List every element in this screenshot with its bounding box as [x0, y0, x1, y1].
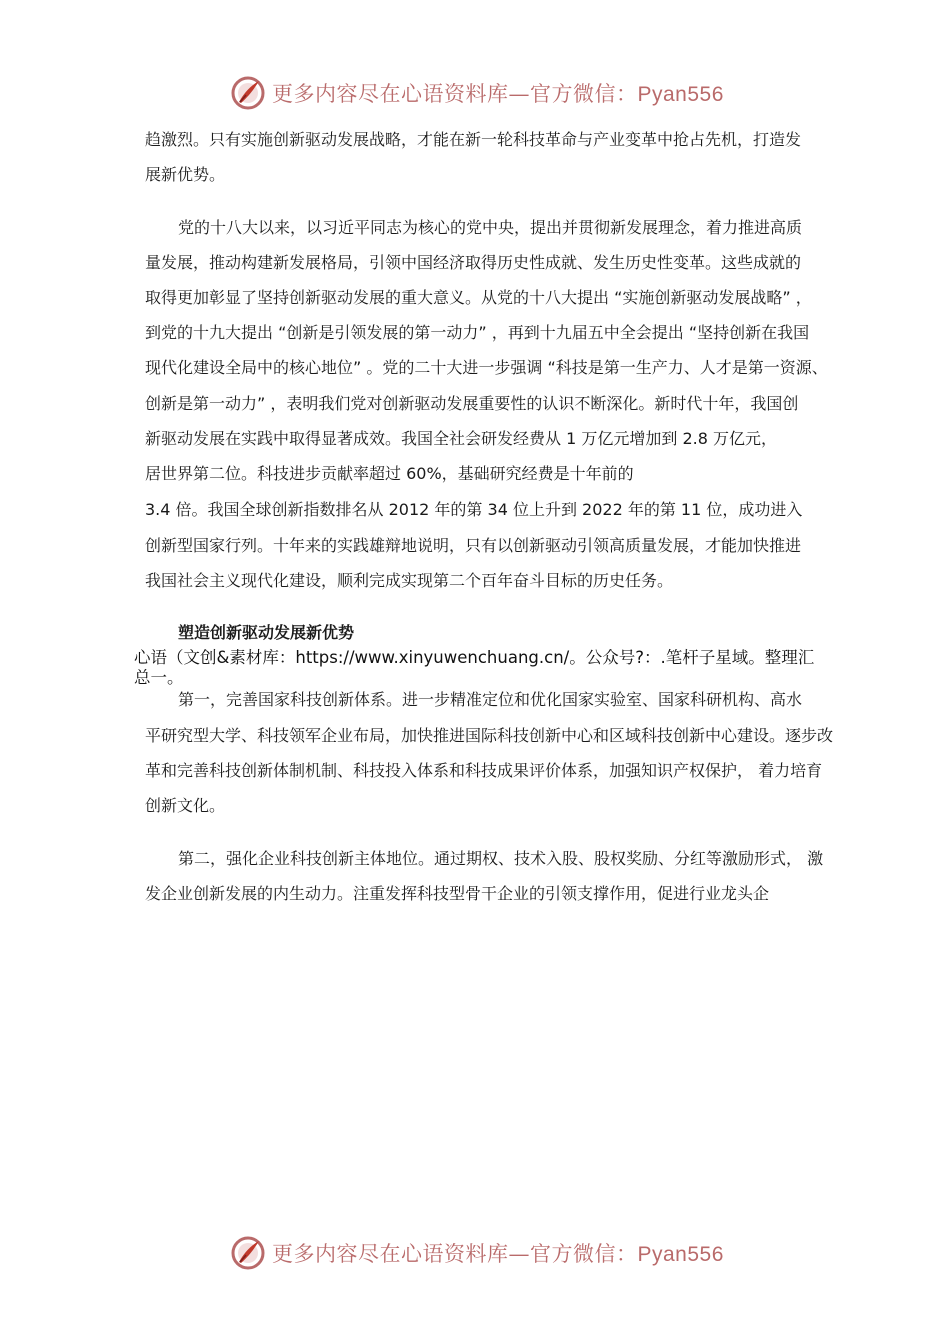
paragraph-line: 创新文化。: [145, 796, 226, 815]
banner-text: [272, 1238, 724, 1268]
paragraph-line: 第二，强化企业科技创新主体地位。通过期权、技术入股、股权奖励、分红等激励形式， 激: [178, 849, 824, 868]
paragraph-line: 我国社会主义现代化建设，顺利完成实现第二个百年奋斗目标的历史任务。: [145, 571, 674, 590]
quill-pen-logo-icon: [230, 1235, 266, 1271]
paragraph-line: 创新是第一动力” ，表明我们党对创新驱动发展重要性的认识不断深化。新时代十年，我国创: [145, 394, 799, 413]
section-heading: 塑造创新驱动发展新优势: [178, 623, 355, 642]
paragraph-line: 第一，完善国家科技创新体系。进一步精准定位和优化国家实验室、国家科研机构、高水: [178, 690, 803, 709]
paragraph-line: 发企业创新发展的内生动力。注重发挥科技型骨干企业的引领支撑作用，促进行业龙头企: [145, 884, 770, 903]
paragraph-line: 展新优势。: [145, 165, 226, 184]
paragraph-line: 量发展，推动构建新发展格局，引领中国经济取得历史性成就、发生历史性变革。这些成就的: [145, 253, 802, 272]
banner-text-cn: 更多内容尽在心语资料库—官方微信：: [272, 82, 638, 106]
paragraph-line: 居世界第二位。科技进步贡献率超过 60%，基础研究经费是十年前的: [145, 464, 634, 483]
paragraph-line: 现代化建设全局中的核心地位” 。党的二十大进一步强调 “科技是第一生产力、人才是第一资源、: [145, 358, 828, 377]
paragraph-line: 到党的十九大提出 “创新是引领发展的第一动力” ，再到十九届五中全会提出 “坚持创新在我国: [145, 323, 810, 342]
source-note-line: 总一。: [134, 668, 184, 687]
paragraph-line: 趋激烈。只有实施创新驱动发展战略，才能在新一轮科技革命与产业变革中抢占先机，打造发: [145, 130, 802, 149]
banner-text-cn: 更多内容尽在心语资料库—官方微信：: [272, 1242, 638, 1266]
paragraph-line: 取得更加彰显了坚持创新驱动发展的重大意义。从党的十八大提出 “实施创新驱动发展战略” ，: [145, 288, 812, 307]
banner-wechat-id: Pyan556: [637, 1243, 724, 1266]
paragraph-line: 革和完善科技创新体制机制、科技投入体系和科技成果评价体系，加强知识产权保护， 着力培育: [145, 761, 823, 780]
source-note-line: 心语（文创&素材库：https://www.xinyuwenchuang.cn/。公众号?：.笔杆子星域。整理汇: [134, 648, 815, 667]
paragraph-line: 新驱动发展在实践中取得显著成效。我国全社会研发经费从 1 万亿元增加到 2.8 万亿元，: [145, 429, 777, 448]
paragraph-line: 党的十八大以来，以习近平同志为核心的党中央，提出并贯彻新发展理念，着力推进高质: [178, 218, 803, 237]
header-banner: [230, 73, 724, 113]
paragraph-line: 平研究型大学、科技领军企业布局，加快推进国际科技创新中心和区域科技创新中心建设。逐步改: [145, 726, 834, 745]
banner-text: [272, 78, 724, 108]
paragraph-line: 创新型国家行列。十年来的实践雄辩地说明，只有以创新驱动引领高质量发展，才能加快推进: [145, 536, 802, 555]
quill-pen-logo-icon: [230, 75, 266, 111]
footer-banner: [230, 1233, 724, 1273]
banner-wechat-id: Pyan556: [637, 83, 724, 106]
paragraph-line: 3.4 倍。我国全球创新指数排名从 2012 年的第 34 位上升到 2022 年的第 11 位，成功进入: [145, 500, 803, 519]
